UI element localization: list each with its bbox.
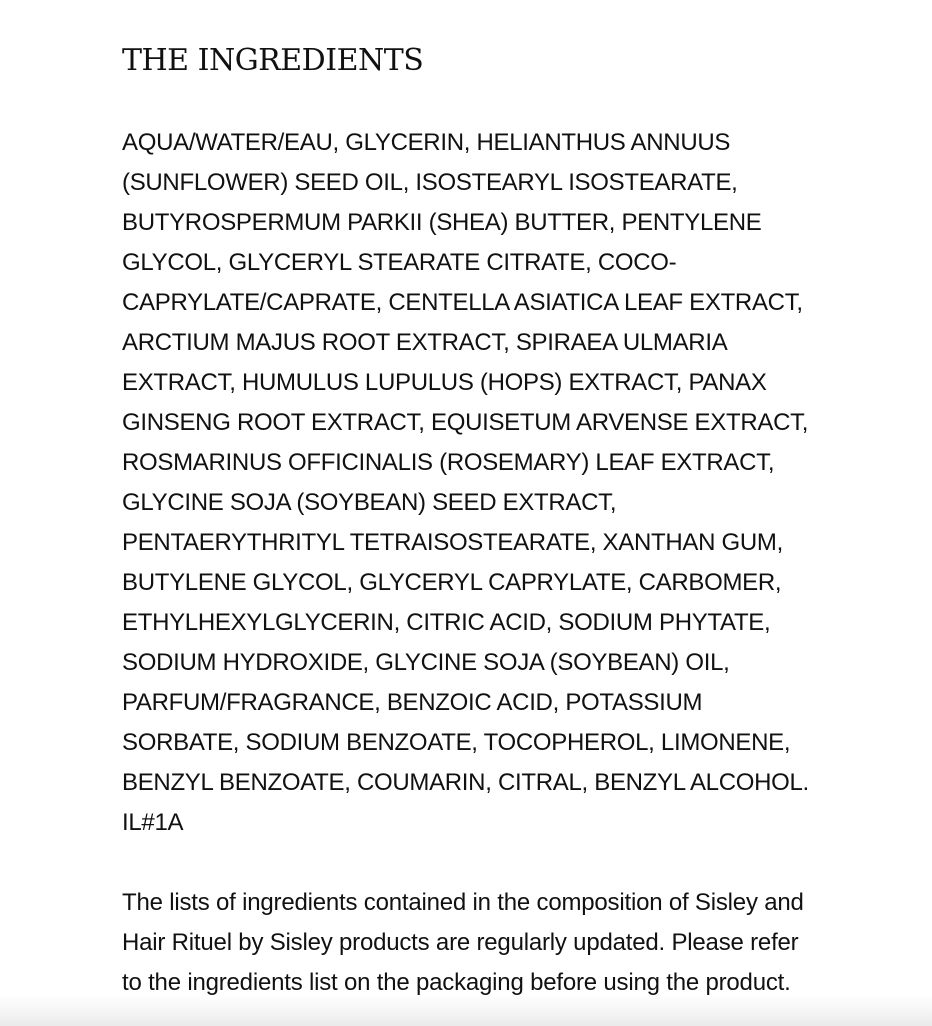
- ingredients-line: (SUNFLOWER) SEED OIL, ISOSTEARYL ISOSTEARATE,: [122, 169, 738, 196]
- ingredients-line: SORBATE, SODIUM BENZOATE, TOCOPHEROL, LIMONENE,: [122, 729, 791, 756]
- ingredients-disclaimer: [122, 883, 804, 1003]
- ingredients-line: ARCTIUM MAJUS ROOT EXTRACT, SPIRAEA ULMARIA: [122, 329, 728, 356]
- ingredients-line: BUTYROSPERMUM PARKII (SHEA) BUTTER, PENTYLENE: [122, 209, 762, 236]
- disclaimer-line: The lists of ingredients contained in the composition of Sisley and: [122, 889, 804, 916]
- section-title: THE INGREDIENTS: [122, 43, 424, 78]
- ingredients-line: GLYCOL, GLYCERYL STEARATE CITRATE, COCO-: [122, 249, 677, 276]
- ingredients-line: ROSMARINUS OFFICINALIS (ROSEMARY) LEAF EXTRACT,: [122, 449, 775, 476]
- ingredients-list: [122, 123, 809, 843]
- ingredients-line: SODIUM HYDROXIDE, GLYCINE SOJA (SOYBEAN) OIL,: [122, 649, 730, 676]
- ingredients-line: PARFUM/FRAGRANCE, BENZOIC ACID, POTASSIUM: [122, 689, 703, 716]
- ingredients-line: PENTAERYTHRITYL TETRAISOSTEARATE, XANTHAN GUM,: [122, 529, 783, 556]
- ingredients-line: GLYCINE SOJA (SOYBEAN) SEED EXTRACT,: [122, 489, 617, 516]
- ingredients-line: CAPRYLATE/CAPRATE, CENTELLA ASIATICA LEAF EXTRACT,: [122, 289, 803, 316]
- bottom-fade: [0, 996, 932, 1026]
- ingredients-line: BENZYL BENZOATE, COUMARIN, CITRAL, BENZYL ALCOHOL.: [122, 769, 809, 796]
- ingredients-line: BUTYLENE GLYCOL, GLYCERYL CAPRYLATE, CARBOMER,: [122, 569, 782, 596]
- ingredients-line: GINSENG ROOT EXTRACT, EQUISETUM ARVENSE EXTRACT,: [122, 409, 809, 436]
- disclaimer-line: to the ingredients list on the packaging before using the product.: [122, 969, 791, 996]
- ingredients-line: ETHYLHEXYLGLYCERIN, CITRIC ACID, SODIUM PHYTATE,: [122, 609, 771, 636]
- ingredients-code: IL#1A: [122, 809, 184, 836]
- ingredients-line: AQUA/WATER/EAU, GLYCERIN, HELIANTHUS ANNUUS: [122, 129, 731, 156]
- disclaimer-line: Hair Rituel by Sisley products are regularly updated. Please refer: [122, 929, 799, 956]
- ingredients-line: EXTRACT, HUMULUS LUPULUS (HOPS) EXTRACT, PANAX: [122, 369, 767, 396]
